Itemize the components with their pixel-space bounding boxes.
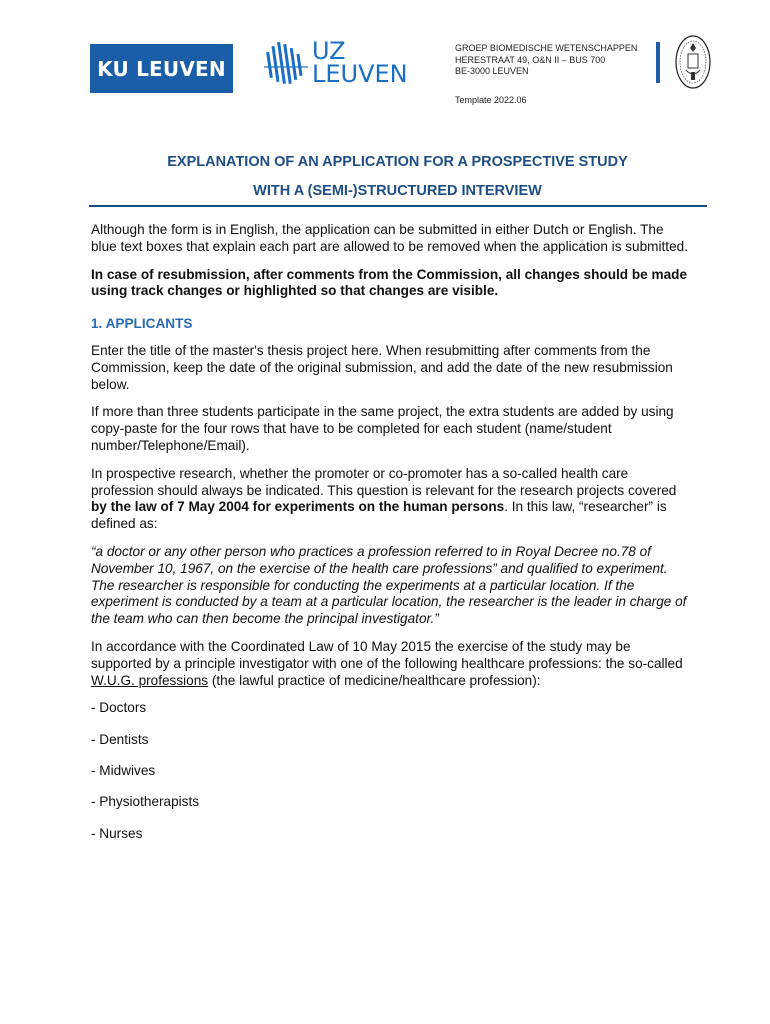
address-line-2: HERESTRAAT 49, O&N II – BUS 700 (455, 54, 606, 65)
list-item: - Dentists (91, 731, 149, 747)
applicants-paragraph-4 (91, 639, 691, 689)
institution-address (455, 43, 637, 106)
title-line-2: WITH A (SEMI-)STRUCTURED INTERVIEW (253, 183, 542, 199)
title-underline (89, 205, 707, 207)
p3-start: In prospective research, whether the promoter or co-promoter has a so-called health care profession should always be indicated. This question is relevant for the research projects covered (91, 465, 677, 498)
ku-leuven-logo: KU LEUVEN (90, 44, 233, 93)
address-line-1: GROEP BIOMEDISCHE WETENSCHAPPEN (455, 43, 638, 53)
professions-list (91, 700, 691, 842)
title-line-1: EXPLANATION OF AN APPLICATION FOR A PROSPECTIVE STUDY (167, 154, 628, 170)
resubmission-note: In case of resubmission, after comments from the Commission, all changes should be made using track changes or highlighted so that changes are visible. (91, 266, 688, 299)
wug-professions-link[interactable]: W.U.G. professions (91, 672, 209, 688)
document-title (90, 148, 705, 206)
p4-start: In accordance with the Coordinated Law of 10 May 2015 the exercise of the study may be supported by a principle investigator with one of the following healthcare professions: the so-called (91, 638, 683, 671)
researcher-definition-quote: “a doctor or any other person who practices a profession referred to in Royal Decree no.78 of November 10, 1967, on the exercise of the health care professions” and qualified to experiment. The researcher is responsible for conducting the experiments at a particular location. If the experiment is conducted by a team at a particular location, the researcher is the leader in charge of the team who can then become the principal investigator.” (91, 543, 687, 627)
document-body (91, 222, 691, 857)
intro-paragraph: Although the form is in English, the application can be submitted in either Dutch or English. The blue text boxes that explain each part are allowed to be removed when the application is submitted. (91, 222, 688, 254)
list-item: - Nurses (91, 825, 143, 841)
template-version: Template 2022.06 (455, 94, 527, 105)
section-heading-applicants: 1. APPLICANTS (91, 316, 193, 332)
list-item: - Physiotherapists (91, 794, 200, 810)
address-line-3: BE-3000 LEUVEN (455, 66, 529, 76)
applicants-paragraph-3 (91, 466, 691, 533)
list-item: - Doctors (91, 700, 147, 716)
uz-leuven-logo (264, 37, 424, 92)
p4-end: (the lawful practice of medicine/healthcare profession): (208, 672, 541, 688)
university-seal-icon (674, 34, 712, 90)
list-item: - Midwives (91, 762, 156, 778)
p3-end: . In this law, “researcher” is defined as: (91, 499, 667, 532)
uz-logo-line2: LEUVEN (312, 60, 408, 88)
p3-law-reference: by the law of 7 May 2004 for experiments on the human persons (91, 499, 505, 515)
uz-logo-line1: UZ (312, 37, 346, 65)
applicants-paragraph-1: Enter the title of the master's thesis project here. When resubmitting after comments from the Commission, keep the date of the original submission, and add the date of the new resubmission below. (91, 342, 673, 392)
header-divider (656, 42, 660, 83)
applicants-paragraph-2: If more than three students participate in the same project, the extra students are added by using copy-paste for the four rows that have to be completed for each student (name/student number/Telephone/Email). (91, 404, 674, 453)
uz-leuven-emblem-icon (264, 40, 308, 88)
